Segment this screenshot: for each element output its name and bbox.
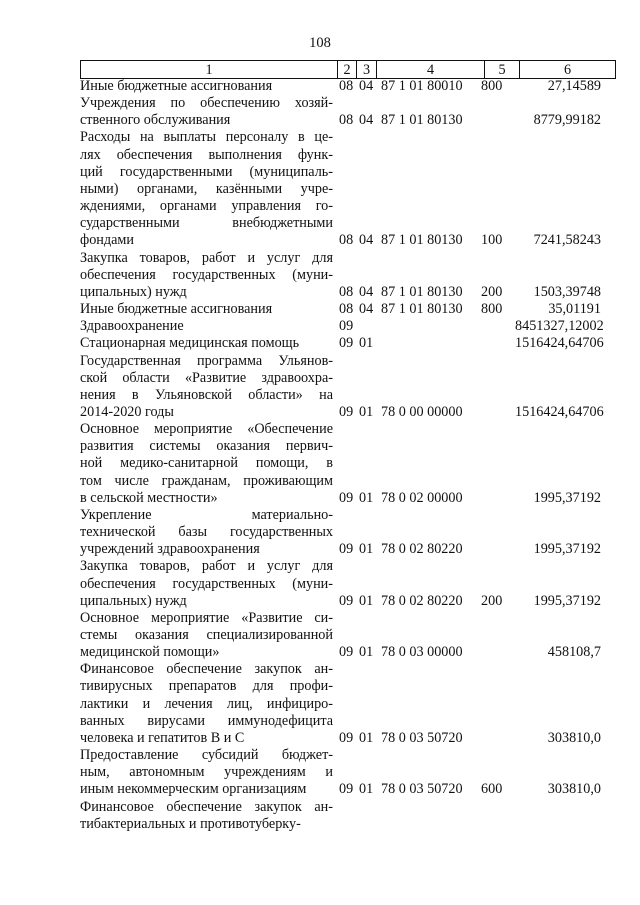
description-line: тибактериальных и противотуберку-	[80, 815, 301, 832]
table-row	[80, 318, 620, 335]
amount: 303810,0	[547, 729, 601, 746]
target-article-code: 78 0 03 50720	[381, 729, 463, 746]
section-code: 09	[339, 335, 354, 352]
row-description	[80, 610, 333, 661]
description-line: лях обеспечения выполнения функ-	[80, 146, 333, 163]
column-header-2: 2	[338, 61, 357, 79]
subsection-code: 01	[359, 403, 374, 420]
row-codes	[333, 78, 601, 95]
amount: 8451327,12002	[515, 318, 604, 335]
section-code: 09	[339, 403, 354, 420]
row-codes	[333, 644, 601, 661]
subsection-code: 04	[359, 232, 374, 249]
amount: 1516424,64706	[515, 403, 604, 420]
subsection-code: 04	[359, 283, 374, 300]
description-line: ванных вирусами иммунодефицита	[80, 712, 333, 729]
row-description	[80, 353, 333, 422]
row-codes	[333, 781, 601, 798]
row-description	[80, 95, 333, 129]
table-row	[80, 129, 620, 249]
target-article-code: 78 0 03 50720	[381, 781, 463, 798]
description-line: Основное мероприятие «Обеспечение	[80, 421, 333, 438]
subsection-code: 01	[359, 489, 374, 506]
target-article-code: 78 0 02 80220	[381, 541, 463, 558]
table-row	[80, 661, 620, 747]
description-line: Закупка товаров, работ и услуг для	[80, 558, 333, 575]
row-description	[80, 250, 333, 301]
amount: 1503,39748	[533, 283, 601, 300]
description-line: обеспечения государственных (муни-	[80, 575, 333, 592]
subsection-code: 04	[359, 78, 374, 94]
amount: 1995,37192	[533, 592, 601, 609]
row-codes	[333, 335, 604, 352]
description-line: фондами	[80, 232, 134, 249]
section-code: 09	[339, 644, 354, 661]
section-code: 09	[339, 541, 354, 558]
column-header-5: 5	[485, 61, 520, 79]
description-line: сударственными внебюджетными	[80, 215, 333, 232]
description-line: Учреждения по обеспечению хозяй-	[80, 95, 333, 112]
column-header-4: 4	[377, 61, 485, 79]
description-line: лактики и лечения лиц, инфициро-	[80, 695, 333, 712]
description-line: Закупка товаров, работ и услуг для	[80, 249, 333, 266]
description-line: Расходы на выплаты персоналу в це-	[80, 129, 333, 146]
row-codes	[333, 112, 601, 129]
row-description	[80, 421, 333, 507]
description-line: тивирусных препаратов для профи-	[80, 678, 333, 695]
description-line: Предоставление субсидий бюджет-	[80, 747, 333, 764]
amount: 7241,58243	[533, 232, 601, 249]
row-codes	[333, 593, 601, 610]
subsection-code: 04	[359, 112, 374, 129]
section-code: 08	[339, 301, 354, 318]
section-code: 09	[339, 592, 354, 609]
description-line: том числе гражданам, проживающим	[80, 472, 333, 489]
target-article-code: 78 0 02 00000	[381, 489, 463, 506]
expense-type-code: 200	[481, 592, 503, 609]
description-line: ждениями, органами управления го-	[80, 198, 333, 215]
description-line: Финансовое обеспечение закупок ан-	[80, 661, 333, 678]
amount: 303810,0	[547, 781, 601, 798]
table-row	[80, 747, 620, 798]
description-line: человека и гепатитов В и С	[80, 729, 245, 746]
row-description	[80, 78, 333, 95]
target-article-code: 87 1 01 80130	[381, 112, 463, 129]
section-code: 09	[339, 489, 354, 506]
row-description	[80, 318, 333, 335]
section-code: 08	[339, 78, 354, 94]
description-line: Основное мероприятие «Развитие си-	[80, 609, 333, 626]
amount: 35,01191	[548, 301, 601, 318]
section-code: 09	[339, 318, 354, 335]
page-number: 108	[309, 35, 331, 51]
column-header-6: 6	[520, 61, 616, 79]
section-code: 08	[339, 283, 354, 300]
description-line: учреждений здравоохранения	[80, 541, 260, 558]
subsection-code: 01	[359, 541, 374, 558]
description-line: обеспечения государственных (муни-	[80, 266, 333, 283]
table-row	[80, 421, 620, 507]
row-codes	[333, 730, 601, 747]
section-code: 08	[339, 232, 354, 249]
table-row	[80, 507, 620, 558]
row-description	[80, 747, 333, 798]
table-row	[80, 558, 620, 609]
amount: 1995,37192	[533, 489, 601, 506]
column-header-3: 3	[357, 61, 377, 79]
description-line: ным, автономным учреждениям и	[80, 764, 333, 781]
section-code: 09	[339, 729, 354, 746]
description-line: Финансовое обеспечение закупок ан-	[80, 798, 333, 815]
subsection-code: 04	[359, 301, 374, 318]
row-codes	[333, 232, 601, 249]
row-codes	[333, 284, 601, 301]
amount: 27,14589	[547, 78, 601, 94]
section-code: 08	[339, 112, 354, 129]
row-description	[80, 335, 333, 352]
description-line: иным некоммерческим организациям	[80, 781, 307, 798]
row-description	[80, 507, 333, 558]
table-row	[80, 353, 620, 422]
description-line: ципальных) нужд	[80, 592, 187, 609]
table-row	[80, 610, 620, 661]
row-description	[80, 799, 333, 833]
subsection-code: 01	[359, 592, 374, 609]
description-line: медицинской помощи»	[80, 644, 220, 661]
target-article-code: 78 0 03 00000	[381, 644, 463, 661]
subsection-code: 01	[359, 781, 374, 798]
description-line: ципальных) нужд	[80, 283, 187, 300]
row-description	[80, 661, 333, 747]
row-codes	[333, 403, 604, 421]
table-row	[80, 250, 620, 301]
expense-type-code: 200	[481, 283, 503, 300]
row-description	[80, 129, 333, 249]
budget-table-body	[80, 78, 620, 833]
expense-type-code: 800	[481, 78, 503, 94]
subsection-code: 01	[359, 729, 374, 746]
description-line: ской области «Развитие здравоохра-	[80, 369, 333, 386]
description-line: Стационарная медицинская помощь	[80, 335, 300, 352]
description-line: в сельской местности»	[80, 489, 218, 506]
column-header-1: 1	[81, 61, 338, 79]
expense-type-code: 800	[481, 301, 503, 318]
description-line: Государственная программа Ульянов-	[80, 352, 333, 369]
expense-type-code: 600	[481, 781, 503, 798]
target-article-code: 87 1 01 80010	[381, 78, 463, 94]
section-code: 09	[339, 781, 354, 798]
description-line: ной медико-санитарной помощи, в	[80, 455, 333, 472]
table-row	[80, 799, 620, 833]
amount: 458108,7	[547, 644, 601, 661]
description-line: Иные бюджетные ассигнования	[80, 301, 273, 318]
row-codes	[333, 541, 601, 558]
row-description	[80, 558, 333, 609]
target-article-code: 87 1 01 80130	[381, 301, 463, 318]
description-line: технической базы государственных	[80, 524, 333, 541]
table-row	[80, 95, 620, 129]
row-codes	[333, 301, 601, 318]
row-codes	[333, 490, 601, 507]
description-line: ций государственными (муниципаль-	[80, 163, 333, 180]
row-description	[80, 301, 333, 318]
amount: 8779,99182	[533, 112, 601, 129]
description-line: развития системы оказания первич-	[80, 438, 333, 455]
target-article-code: 78 0 02 80220	[381, 592, 463, 609]
target-article-code: 87 1 01 80130	[381, 232, 463, 249]
description-line: нения в Ульяновской области» на	[80, 386, 333, 403]
description-line: Здравоохранение	[80, 318, 184, 335]
target-article-code: 78 0 00 00000	[381, 403, 463, 420]
description-line: ными) органами, казёнными учре-	[80, 180, 333, 197]
description-line: 2014-2020 годы	[80, 403, 174, 420]
description-line: стемы оказания специализированной	[80, 627, 333, 643]
description-line: Иные бюджетные ассигнования	[80, 78, 273, 94]
table-row	[80, 78, 620, 95]
expense-type-code: 100	[481, 232, 503, 249]
amount: 1995,37192	[533, 541, 601, 558]
table-row	[80, 335, 620, 352]
amount: 1516424,64706	[515, 335, 604, 352]
subsection-code: 01	[359, 644, 374, 661]
subsection-code: 01	[359, 335, 374, 352]
description-line: Укрепление материально-	[80, 506, 333, 523]
table-row	[80, 301, 620, 318]
column-header-row	[80, 60, 616, 79]
description-line: ственного обслуживания	[80, 112, 231, 129]
row-codes	[333, 318, 604, 335]
target-article-code: 87 1 01 80130	[381, 283, 463, 300]
